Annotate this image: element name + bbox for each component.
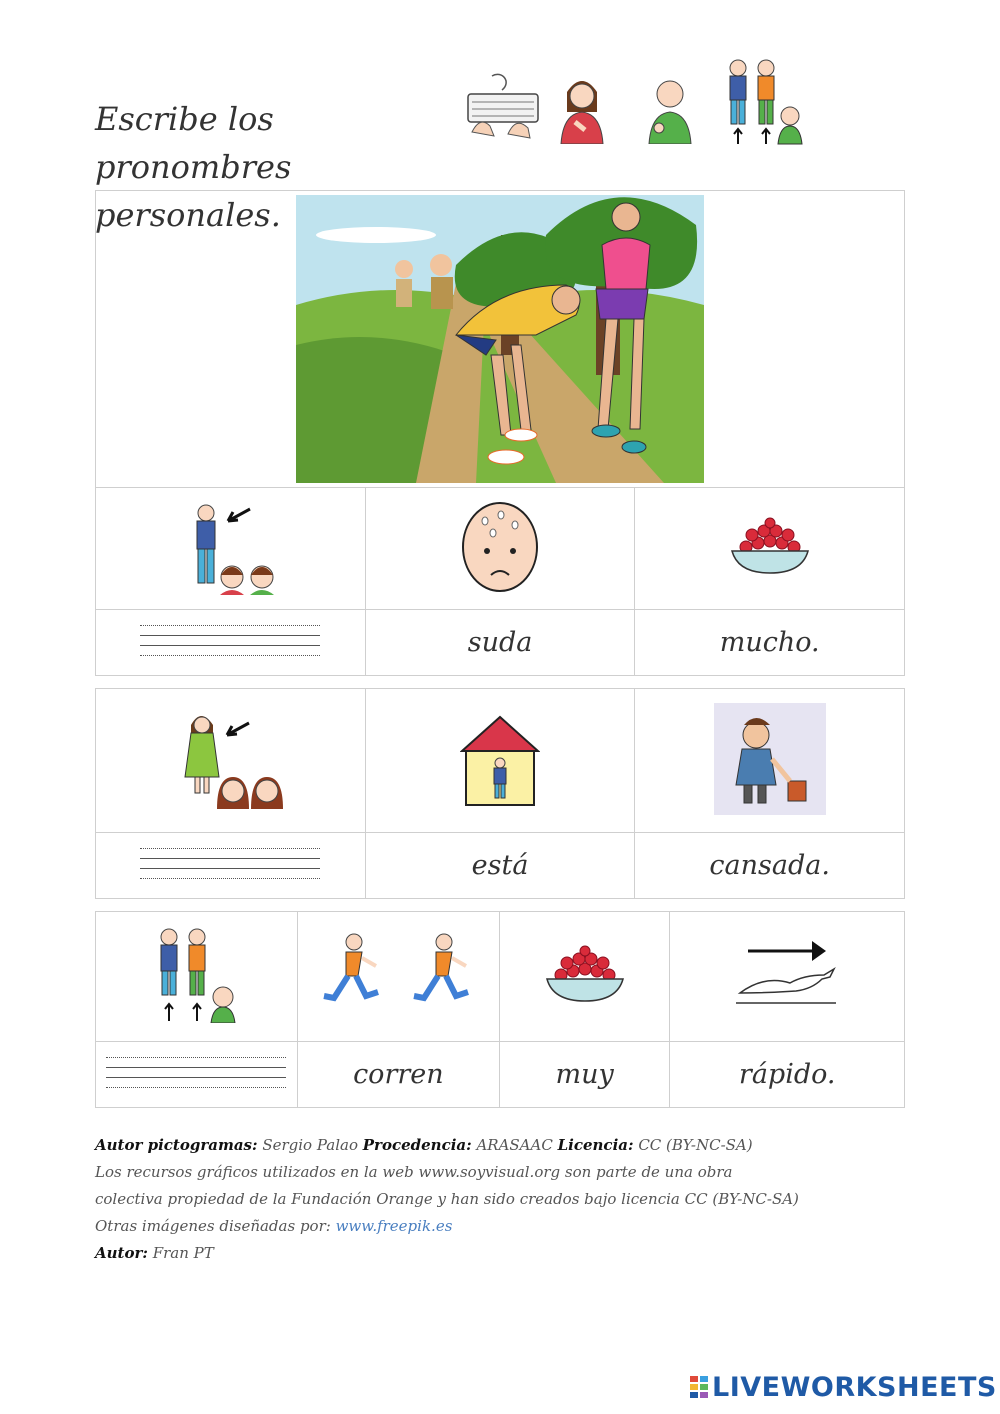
he-pointing-icon: [180, 499, 280, 595]
brand-name: LIVEWORKSHEETS: [712, 1372, 997, 1403]
word-corren: corren: [353, 1059, 444, 1090]
credits-line-4: Otras imágenes diseñadas por:: [95, 1217, 331, 1235]
sweating-face-icon: [455, 499, 545, 595]
boy-pointing-icon: [645, 72, 695, 144]
credits: [95, 1132, 915, 1267]
license: CC (BY-NC-SA): [638, 1136, 753, 1154]
freepik-link[interactable]: www.freepik.es: [335, 1217, 453, 1235]
sentence-row-1: [95, 487, 905, 676]
keyboard-typing-icon: [462, 72, 542, 144]
word-esta: está: [471, 850, 529, 881]
handwriting-lines: [140, 839, 320, 888]
girl-pointing-self-icon: [557, 72, 607, 144]
answer-cell-2[interactable]: [96, 833, 366, 899]
handwriting-lines: [106, 1048, 286, 1097]
fast-hare-arrow-icon: [732, 937, 842, 1013]
word-rapido: rápido.: [738, 1059, 836, 1090]
page-title: Escribe los pronombres personales.: [95, 100, 292, 234]
liveworksheets-logo-icon: [690, 1376, 708, 1398]
credits-line-2: Los recursos gráficos utilizados en la web www.soyvisual.org son parte de una obra: [95, 1163, 733, 1181]
bowl-full-icon: [728, 517, 812, 577]
handwriting-lines: [140, 616, 320, 665]
author-label: Autor:: [95, 1244, 148, 1262]
author-picto-label: Autor pictogramas:: [95, 1136, 258, 1154]
answer-cell-3[interactable]: [96, 1042, 298, 1108]
source: ARASAAC: [476, 1136, 553, 1154]
brand-logo: [712, 1372, 997, 1403]
author-picto: Sergio Palao: [262, 1136, 358, 1154]
word-muy: muy: [555, 1059, 614, 1090]
they-group-icon: [722, 58, 808, 146]
answer-cell-1[interactable]: [96, 610, 366, 676]
bowl-full-icon: [543, 945, 627, 1005]
source-label: Procedencia:: [362, 1136, 472, 1154]
running-people-icon: [318, 930, 478, 1020]
word-cansada: cansada.: [709, 850, 830, 881]
word-suda: suda: [467, 627, 533, 658]
author: Fran PT: [152, 1244, 214, 1262]
park-runners-illustration: [296, 195, 704, 483]
word-mucho: mucho.: [719, 627, 820, 658]
house-person-icon: [460, 709, 540, 809]
she-pointing-icon: [175, 709, 285, 809]
license-label: Licencia:: [557, 1136, 634, 1154]
they-group-icon: [153, 927, 239, 1023]
tired-man-icon: [714, 703, 826, 815]
sentence-row-3: [95, 911, 905, 1108]
scene-frame: [95, 190, 905, 488]
credits-line-3: colectiva propiedad de la Fundación Orange y han sido creados bajo licencia CC (BY-NC-SA): [95, 1190, 799, 1208]
sentence-row-2: [95, 688, 905, 899]
